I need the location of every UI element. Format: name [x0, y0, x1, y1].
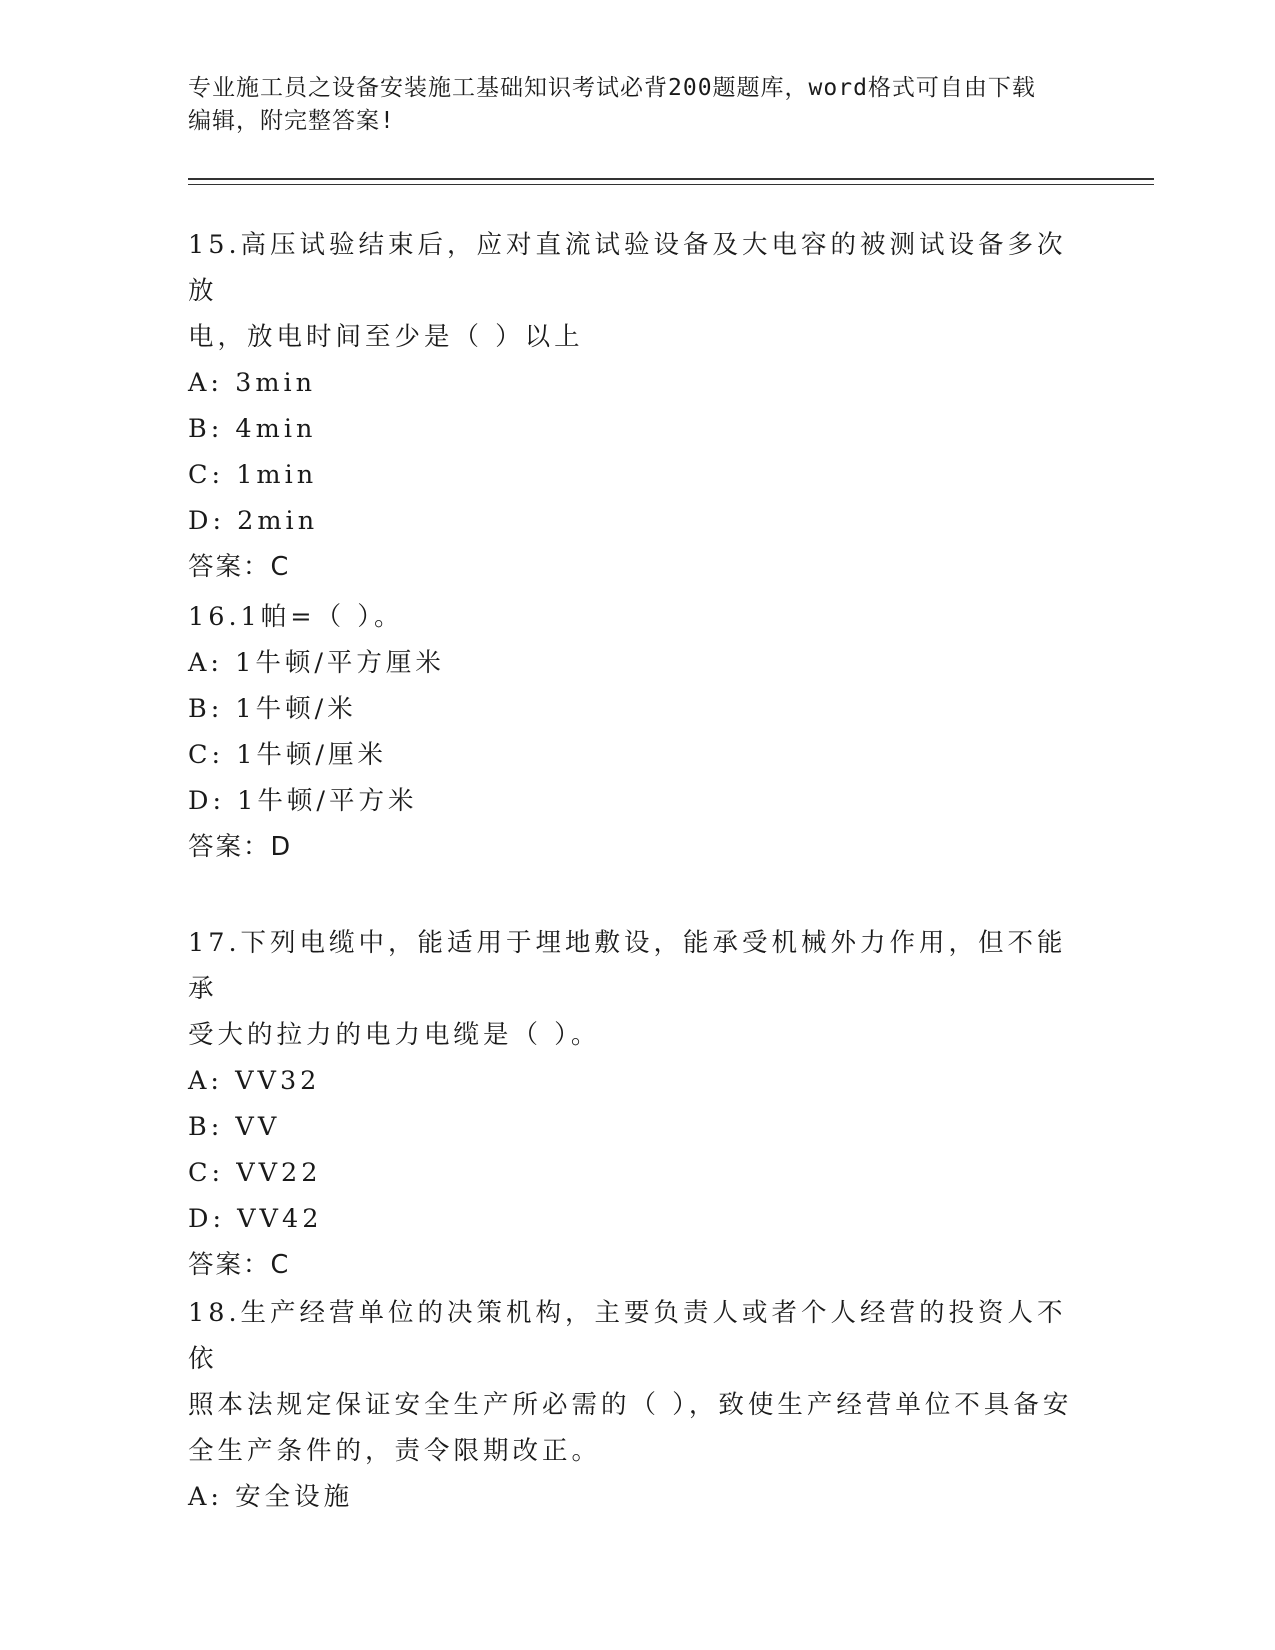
answer-line	[188, 544, 1088, 590]
question-15	[188, 222, 1088, 590]
header-divider-thick	[188, 178, 1154, 180]
option-b: B: 1牛顿/米	[188, 694, 357, 724]
answer-value: C	[270, 552, 290, 582]
answer-line	[188, 824, 1088, 870]
answer-label: 答案：	[188, 1250, 271, 1280]
question-stem-line: 全生产条件的，责令限期改正。	[188, 1436, 602, 1466]
option-d: D: VV42	[188, 1204, 323, 1234]
answer-value: C	[270, 1250, 290, 1280]
document-header	[188, 72, 1088, 138]
option-c: C: VV22	[188, 1158, 322, 1188]
question-stem-line: 照本法规定保证安全生产所必需的（ ），致使生产经营单位不具备安	[188, 1390, 1073, 1420]
option-c: C: 1min	[188, 460, 318, 490]
answer-value: D	[270, 832, 292, 862]
option-d: D: 1牛顿/平方米	[188, 786, 418, 816]
option-a: A: 3min	[188, 368, 317, 398]
question-stem-line: 15.高压试验结束后，应对直流试验设备及大电容的被测试设备多次放	[188, 230, 1067, 306]
question-stem-line: 电，放电时间至少是（ ）以上	[188, 322, 584, 352]
question-stem-line: 16.1帕=（ ）。	[188, 602, 404, 632]
question-18	[188, 1290, 1088, 1520]
header-title-line-2: 编辑，附完整答案!	[188, 108, 395, 134]
answer-label: 答案：	[188, 552, 271, 582]
question-stem-line: 受大的拉力的电力电缆是（ ）。	[188, 1020, 601, 1050]
answer-label: 答案：	[188, 832, 271, 862]
question-17	[188, 920, 1088, 1288]
option-c: C: 1牛顿/厘米	[188, 740, 388, 770]
header-title-line-1: 专业施工员之设备安装施工基础知识考试必背200题题库，word格式可自由下载	[188, 75, 1036, 101]
question-stem-line: 17.下列电缆中，能适用于埋地敷设，能承受机械外力作用，但不能承	[188, 928, 1067, 1004]
question-stem-line: 18.生产经营单位的决策机构，主要负责人或者个人经营的投资人不依	[188, 1298, 1067, 1374]
option-a: A: 安全设施	[188, 1482, 354, 1512]
answer-line	[188, 1242, 1088, 1288]
option-d: D: 2min	[188, 506, 319, 536]
header-divider-thin	[188, 184, 1154, 185]
option-a: A: 1牛顿/平方厘米	[188, 648, 445, 678]
question-16	[188, 594, 1088, 870]
option-a: A: VV32	[188, 1066, 321, 1096]
option-b: B: 4min	[188, 414, 317, 444]
option-b: B: VV	[188, 1112, 281, 1142]
